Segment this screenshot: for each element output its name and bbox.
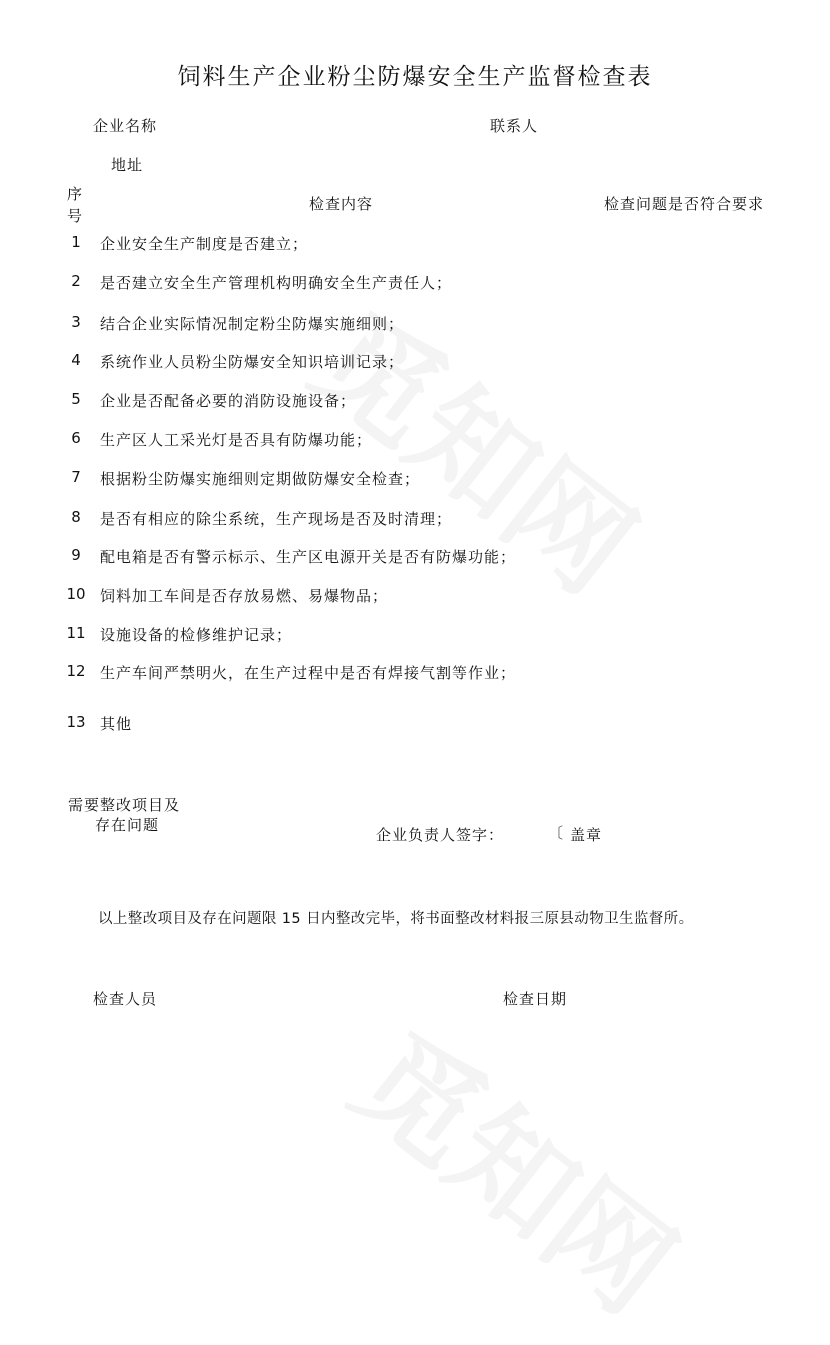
item-number: 7 <box>71 468 81 486</box>
rectify-label-line2: 存在问题 <box>95 816 160 834</box>
item-text: 是否建立安全生产管理机构明确安全生产责任人； <box>100 274 453 292</box>
rectify-label-line1: 需要整改项目及 <box>68 796 181 814</box>
seq-header-top: 序 <box>67 185 84 203</box>
seal-bracket: 〔 <box>548 824 565 842</box>
item-text: 结合企业实际情况制定粉尘防爆实施细则； <box>100 315 405 333</box>
item-number: 3 <box>71 313 81 331</box>
item-number: 4 <box>71 351 81 369</box>
item-text: 企业是否配备必要的消防设施设备； <box>100 392 357 410</box>
item-number: 13 <box>66 713 86 731</box>
signature-label: 企业负责人签字： <box>376 826 505 844</box>
item-number: 10 <box>66 585 86 603</box>
page-title: 饲料生产企业粉尘防爆安全生产监督检查表 <box>177 64 653 90</box>
date-label: 检查日期 <box>503 990 568 1008</box>
item-text: 生产车间严禁明火，在生产过程中是否有焊接气割等作业； <box>100 664 517 682</box>
company-name-label: 企业名称 <box>93 117 158 135</box>
item-text: 企业安全生产制度是否建立； <box>100 235 309 253</box>
item-number: 6 <box>71 429 81 447</box>
item-number: 8 <box>71 508 81 526</box>
watermark-bottom <box>325 987 715 1344</box>
item-text: 配电箱是否有警示标示、生产区电源开关是否有防爆功能； <box>100 548 517 566</box>
item-text: 系统作业人员粉尘防爆安全知识培训记录； <box>100 353 405 371</box>
contact-label: 联系人 <box>490 117 539 135</box>
inspector-label: 检查人员 <box>93 990 158 1008</box>
item-number: 12 <box>66 662 86 680</box>
notice-text: 以上整改项目及存在问题限 15 日内整改完毕，将书面整改材料报三原县动物卫生监督所。 <box>98 911 694 927</box>
item-number: 1 <box>71 233 81 251</box>
item-number: 2 <box>71 272 81 290</box>
item-text: 生产区人工采光灯是否具有防爆功能； <box>100 431 373 449</box>
item-text: 根据粉尘防爆实施细则定期做防爆安全检查； <box>100 470 421 488</box>
result-header: 检查问题是否符合要求 <box>604 195 765 213</box>
item-number: 9 <box>71 546 81 564</box>
item-text: 饲料加工车间是否存放易燃、易爆物品； <box>100 587 389 605</box>
seq-header-bottom: 号 <box>67 207 84 225</box>
content-header: 检查内容 <box>309 195 374 213</box>
item-number: 5 <box>71 390 81 408</box>
address-label: 地址 <box>111 156 144 174</box>
seal-label: 盖章 <box>570 826 603 844</box>
item-text: 设施设备的检修维护记录； <box>100 626 293 644</box>
item-number: 11 <box>66 624 86 642</box>
item-text: 其他 <box>100 715 133 733</box>
item-text: 是否有相应的除尘系统，生产现场是否及时清理； <box>100 510 453 528</box>
